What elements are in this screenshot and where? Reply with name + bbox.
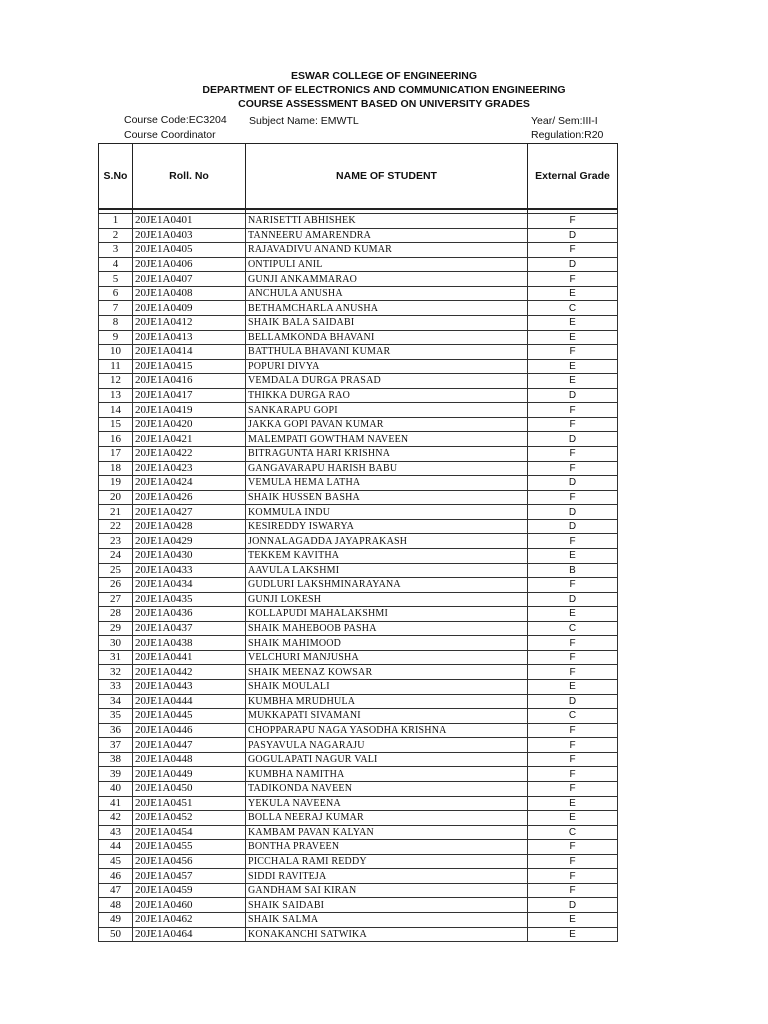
external-grade-cell: F	[528, 883, 618, 898]
student-name-cell: MALEMPATI GOWTHAM NAVEEN	[246, 432, 528, 447]
external-grade-cell: F	[528, 723, 618, 738]
student-name-cell: JONNALAGADDA JAYAPRAKASH	[246, 534, 528, 549]
serial-number-cell: 34	[99, 694, 133, 709]
table-row	[99, 680, 618, 695]
serial-number-cell: 14	[99, 403, 133, 418]
student-name-cell: VELCHURI MANJUSHA	[246, 650, 528, 665]
subject-name: Subject Name: EMWTL	[249, 115, 359, 127]
external-grade-cell: F	[528, 461, 618, 476]
student-name-cell: SHAIK HUSSEN BASHA	[246, 490, 528, 505]
table-row	[99, 417, 618, 432]
roll-number-cell: 20JE1A0437	[133, 621, 246, 636]
external-grade-cell: F	[528, 665, 618, 680]
external-grade-cell: F	[528, 636, 618, 651]
table-row	[99, 563, 618, 578]
college-name: ESWAR COLLEGE OF ENGINEERING	[290, 70, 478, 82]
serial-number-cell: 41	[99, 796, 133, 811]
serial-number-cell: 27	[99, 592, 133, 607]
roll-number-cell: 20JE1A0433	[133, 563, 246, 578]
external-grade-cell: F	[528, 578, 618, 593]
student-name-cell: TEKKEM KAVITHA	[246, 548, 528, 563]
external-grade-cell: C	[528, 621, 618, 636]
student-name-cell: GUNJI LOKESH	[246, 592, 528, 607]
column-header-sno: S.No	[99, 144, 133, 210]
grades-table	[98, 143, 618, 942]
serial-number-cell: 23	[99, 534, 133, 549]
serial-number-cell: 1	[99, 214, 133, 229]
roll-number-cell: 20JE1A0445	[133, 709, 246, 724]
student-name-cell: NARISETTI ABHISHEK	[246, 214, 528, 229]
external-grade-cell: C	[528, 301, 618, 316]
serial-number-cell: 26	[99, 578, 133, 593]
column-header-external-grade: External Grade	[528, 144, 618, 210]
roll-number-cell: 20JE1A0443	[133, 680, 246, 695]
roll-number-cell: 20JE1A0403	[133, 228, 246, 243]
serial-number-cell: 50	[99, 927, 133, 942]
roll-number-cell: 20JE1A0460	[133, 898, 246, 913]
external-grade-cell: D	[528, 519, 618, 534]
student-name-cell: BATTHULA BHAVANI KUMAR	[246, 345, 528, 360]
roll-number-cell: 20JE1A0420	[133, 417, 246, 432]
serial-number-cell: 19	[99, 476, 133, 491]
serial-number-cell: 17	[99, 447, 133, 462]
table-row	[99, 578, 618, 593]
table-row	[99, 913, 618, 928]
serial-number-cell: 29	[99, 621, 133, 636]
external-grade-cell: F	[528, 490, 618, 505]
roll-number-cell: 20JE1A0438	[133, 636, 246, 651]
student-name-cell: KOLLAPUDI MAHALAKSHMI	[246, 607, 528, 622]
serial-number-cell: 44	[99, 840, 133, 855]
roll-number-cell: 20JE1A0414	[133, 345, 246, 360]
serial-number-cell: 35	[99, 709, 133, 724]
external-grade-cell: F	[528, 214, 618, 229]
external-grade-cell: E	[528, 374, 618, 389]
student-name-cell: VEMDALA DURGA PRASAD	[246, 374, 528, 389]
roll-number-cell: 20JE1A0451	[133, 796, 246, 811]
roll-number-cell: 20JE1A0456	[133, 854, 246, 869]
table-row	[99, 315, 618, 330]
roll-number-cell: 20JE1A0455	[133, 840, 246, 855]
student-name-cell: GANGAVARAPU HARISH BABU	[246, 461, 528, 476]
serial-number-cell: 4	[99, 257, 133, 272]
external-grade-cell: B	[528, 563, 618, 578]
student-name-cell: SANKARAPU GOPI	[246, 403, 528, 418]
serial-number-cell: 31	[99, 650, 133, 665]
table-row	[99, 825, 618, 840]
serial-number-cell: 46	[99, 869, 133, 884]
external-grade-cell: F	[528, 854, 618, 869]
course-code: Course Code:EC3204	[124, 114, 227, 126]
table-row	[99, 272, 618, 287]
roll-number-cell: 20JE1A0448	[133, 752, 246, 767]
roll-number-cell: 20JE1A0454	[133, 825, 246, 840]
student-name-cell: JAKKA GOPI PAVAN KUMAR	[246, 417, 528, 432]
external-grade-cell: F	[528, 767, 618, 782]
external-grade-cell: D	[528, 257, 618, 272]
table-row	[99, 636, 618, 651]
serial-number-cell: 5	[99, 272, 133, 287]
table-row	[99, 301, 618, 316]
roll-number-cell: 20JE1A0429	[133, 534, 246, 549]
serial-number-cell: 28	[99, 607, 133, 622]
external-grade-cell: F	[528, 345, 618, 360]
external-grade-cell: C	[528, 709, 618, 724]
serial-number-cell: 11	[99, 359, 133, 374]
external-grade-cell: D	[528, 476, 618, 491]
external-grade-cell: E	[528, 607, 618, 622]
external-grade-cell: E	[528, 359, 618, 374]
student-name-cell: PASYAVULA NAGARAJU	[246, 738, 528, 753]
roll-number-cell: 20JE1A0406	[133, 257, 246, 272]
table-row	[99, 476, 618, 491]
student-name-cell: SHAIK SAIDABI	[246, 898, 528, 913]
table-row	[99, 214, 618, 229]
serial-number-cell: 48	[99, 898, 133, 913]
table-row	[99, 854, 618, 869]
external-grade-cell: E	[528, 680, 618, 695]
roll-number-cell: 20JE1A0405	[133, 243, 246, 258]
roll-number-cell: 20JE1A0419	[133, 403, 246, 418]
external-grade-cell: C	[528, 825, 618, 840]
course-coordinator: Course Coordinator	[124, 129, 216, 141]
roll-number-cell: 20JE1A0447	[133, 738, 246, 753]
external-grade-cell: F	[528, 447, 618, 462]
roll-number-cell: 20JE1A0422	[133, 447, 246, 462]
serial-number-cell: 40	[99, 781, 133, 796]
serial-number-cell: 10	[99, 345, 133, 360]
external-grade-cell: D	[528, 228, 618, 243]
serial-number-cell: 32	[99, 665, 133, 680]
external-grade-cell: F	[528, 243, 618, 258]
external-grade-cell: D	[528, 388, 618, 403]
regulation: Regulation:R20	[531, 129, 604, 141]
roll-number-cell: 20JE1A0416	[133, 374, 246, 389]
column-header-roll-no: Roll. No	[133, 144, 246, 210]
roll-number-cell: 20JE1A0442	[133, 665, 246, 680]
table-row	[99, 898, 618, 913]
roll-number-cell: 20JE1A0450	[133, 781, 246, 796]
student-name-cell: SHAIK BALA SAIDABI	[246, 315, 528, 330]
serial-number-cell: 3	[99, 243, 133, 258]
serial-number-cell: 36	[99, 723, 133, 738]
external-grade-cell: F	[528, 752, 618, 767]
serial-number-cell: 13	[99, 388, 133, 403]
external-grade-cell: F	[528, 650, 618, 665]
student-name-cell: ONTIPULI ANIL	[246, 257, 528, 272]
student-name-cell: VEMULA HEMA LATHA	[246, 476, 528, 491]
roll-number-cell: 20JE1A0424	[133, 476, 246, 491]
student-name-cell: GOGULAPATI NAGUR VALI	[246, 752, 528, 767]
roll-number-cell: 20JE1A0459	[133, 883, 246, 898]
table-row	[99, 243, 618, 258]
serial-number-cell: 6	[99, 286, 133, 301]
table-row	[99, 767, 618, 782]
serial-number-cell: 8	[99, 315, 133, 330]
document-title: COURSE ASSESSMENT BASED ON UNIVERSITY GRADES	[238, 98, 530, 110]
serial-number-cell: 21	[99, 505, 133, 520]
roll-number-cell: 20JE1A0430	[133, 548, 246, 563]
external-grade-cell: E	[528, 811, 618, 826]
student-name-cell: TANNEERU AMARENDRA	[246, 228, 528, 243]
serial-number-cell: 16	[99, 432, 133, 447]
roll-number-cell: 20JE1A0428	[133, 519, 246, 534]
table-row	[99, 781, 618, 796]
roll-number-cell: 20JE1A0462	[133, 913, 246, 928]
external-grade-cell: E	[528, 330, 618, 345]
external-grade-cell: E	[528, 315, 618, 330]
roll-number-cell: 20JE1A0423	[133, 461, 246, 476]
header-row	[99, 144, 618, 210]
table-row	[99, 447, 618, 462]
roll-number-cell: 20JE1A0434	[133, 578, 246, 593]
student-name-cell: KUMBHA NAMITHA	[246, 767, 528, 782]
student-name-cell: SHAIK MEENAZ KOWSAR	[246, 665, 528, 680]
grades-body	[99, 214, 618, 942]
table-row	[99, 927, 618, 942]
student-name-cell: SHAIK MAHIMOOD	[246, 636, 528, 651]
table-row	[99, 345, 618, 360]
external-grade-cell: D	[528, 505, 618, 520]
serial-number-cell: 42	[99, 811, 133, 826]
external-grade-cell: E	[528, 548, 618, 563]
table-row	[99, 621, 618, 636]
serial-number-cell: 33	[99, 680, 133, 695]
external-grade-cell: F	[528, 272, 618, 287]
serial-number-cell: 49	[99, 913, 133, 928]
table-row	[99, 796, 618, 811]
student-name-cell: SIDDI RAVITEJA	[246, 869, 528, 884]
table-row	[99, 359, 618, 374]
serial-number-cell: 20	[99, 490, 133, 505]
student-name-cell: YEKULA NAVEENA	[246, 796, 528, 811]
external-grade-cell: E	[528, 927, 618, 942]
roll-number-cell: 20JE1A0441	[133, 650, 246, 665]
student-name-cell: BITRAGUNTA HARI KRISHNA	[246, 447, 528, 462]
student-name-cell: KUMBHA MRUDHULA	[246, 694, 528, 709]
table-row	[99, 548, 618, 563]
roll-number-cell: 20JE1A0409	[133, 301, 246, 316]
serial-number-cell: 30	[99, 636, 133, 651]
roll-number-cell: 20JE1A0427	[133, 505, 246, 520]
serial-number-cell: 9	[99, 330, 133, 345]
external-grade-cell: F	[528, 534, 618, 549]
table-row	[99, 883, 618, 898]
student-name-cell: RAJAVADIVU ANAND KUMAR	[246, 243, 528, 258]
external-grade-cell: F	[528, 840, 618, 855]
student-name-cell: SHAIK SALMA	[246, 913, 528, 928]
table-row	[99, 752, 618, 767]
table-row	[99, 723, 618, 738]
table-row	[99, 592, 618, 607]
student-name-cell: ANCHULA ANUSHA	[246, 286, 528, 301]
table-row	[99, 388, 618, 403]
roll-number-cell: 20JE1A0444	[133, 694, 246, 709]
student-name-cell: BELLAMKONDA BHAVANI	[246, 330, 528, 345]
serial-number-cell: 22	[99, 519, 133, 534]
serial-number-cell: 43	[99, 825, 133, 840]
table-row	[99, 650, 618, 665]
student-name-cell: AAVULA LAKSHMI	[246, 563, 528, 578]
roll-number-cell: 20JE1A0417	[133, 388, 246, 403]
serial-number-cell: 24	[99, 548, 133, 563]
external-grade-cell: D	[528, 898, 618, 913]
external-grade-cell: F	[528, 869, 618, 884]
student-name-cell: POPURI DIVYA	[246, 359, 528, 374]
table-row	[99, 461, 618, 476]
table-row	[99, 330, 618, 345]
roll-number-cell: 20JE1A0446	[133, 723, 246, 738]
external-grade-cell: D	[528, 694, 618, 709]
student-name-cell: GUDLURI LAKSHMINARAYANA	[246, 578, 528, 593]
table-row	[99, 490, 618, 505]
serial-number-cell: 37	[99, 738, 133, 753]
student-name-cell: GANDHAM SAI KIRAN	[246, 883, 528, 898]
external-grade-cell: E	[528, 913, 618, 928]
table-row	[99, 607, 618, 622]
external-grade-cell: F	[528, 417, 618, 432]
table-row	[99, 811, 618, 826]
serial-number-cell: 47	[99, 883, 133, 898]
serial-number-cell: 39	[99, 767, 133, 782]
serial-number-cell: 7	[99, 301, 133, 316]
serial-number-cell: 38	[99, 752, 133, 767]
roll-number-cell: 20JE1A0421	[133, 432, 246, 447]
roll-number-cell: 20JE1A0449	[133, 767, 246, 782]
external-grade-cell: D	[528, 592, 618, 607]
table-row	[99, 709, 618, 724]
roll-number-cell: 20JE1A0464	[133, 927, 246, 942]
serial-number-cell: 15	[99, 417, 133, 432]
table-row	[99, 228, 618, 243]
student-name-cell: SHAIK MOULALI	[246, 680, 528, 695]
student-name-cell: BETHAMCHARLA ANUSHA	[246, 301, 528, 316]
student-name-cell: KONAKANCHI SATWIKA	[246, 927, 528, 942]
table-row	[99, 519, 618, 534]
roll-number-cell: 20JE1A0435	[133, 592, 246, 607]
student-name-cell: KOMMULA INDU	[246, 505, 528, 520]
roll-number-cell: 20JE1A0436	[133, 607, 246, 622]
table-row	[99, 505, 618, 520]
table-row	[99, 869, 618, 884]
student-name-cell: BONTHA PRAVEEN	[246, 840, 528, 855]
table-row	[99, 257, 618, 272]
roll-number-cell: 20JE1A0413	[133, 330, 246, 345]
roll-number-cell: 20JE1A0426	[133, 490, 246, 505]
table-row	[99, 403, 618, 418]
student-name-cell: CHOPPARAPU NAGA YASODHA KRISHNA	[246, 723, 528, 738]
student-name-cell: PICCHALA RAMI REDDY	[246, 854, 528, 869]
table-row	[99, 840, 618, 855]
serial-number-cell: 12	[99, 374, 133, 389]
year-semester: Year/ Sem:III-I	[531, 115, 598, 127]
external-grade-cell: E	[528, 796, 618, 811]
serial-number-cell: 18	[99, 461, 133, 476]
table-row	[99, 374, 618, 389]
student-name-cell: BOLLA NEERAJ KUMAR	[246, 811, 528, 826]
table-row	[99, 286, 618, 301]
roll-number-cell: 20JE1A0412	[133, 315, 246, 330]
serial-number-cell: 25	[99, 563, 133, 578]
column-header-name: NAME OF STUDENT	[246, 144, 528, 210]
table-row	[99, 694, 618, 709]
external-grade-cell: D	[528, 432, 618, 447]
roll-number-cell: 20JE1A0401	[133, 214, 246, 229]
student-name-cell: SHAIK MAHEBOOB PASHA	[246, 621, 528, 636]
student-name-cell: THIKKA DURGA RAO	[246, 388, 528, 403]
table-row	[99, 665, 618, 680]
external-grade-cell: F	[528, 403, 618, 418]
student-name-cell: TADIKONDA NAVEEN	[246, 781, 528, 796]
external-grade-cell: E	[528, 286, 618, 301]
roll-number-cell: 20JE1A0457	[133, 869, 246, 884]
roll-number-cell: 20JE1A0452	[133, 811, 246, 826]
roll-number-cell: 20JE1A0415	[133, 359, 246, 374]
table-row	[99, 432, 618, 447]
serial-number-cell: 2	[99, 228, 133, 243]
serial-number-cell: 45	[99, 854, 133, 869]
student-name-cell: GUNJI ANKAMMARAO	[246, 272, 528, 287]
external-grade-cell: F	[528, 781, 618, 796]
table-row	[99, 534, 618, 549]
external-grade-cell: F	[528, 738, 618, 753]
roll-number-cell: 20JE1A0408	[133, 286, 246, 301]
department-name: DEPARTMENT OF ELECTRONICS AND COMMUNICATION ENGINEERING	[202, 84, 566, 96]
table-row	[99, 738, 618, 753]
student-name-cell: MUKKAPATI SIVAMANI	[246, 709, 528, 724]
roll-number-cell: 20JE1A0407	[133, 272, 246, 287]
student-name-cell: KESIREDDY ISWARYA	[246, 519, 528, 534]
student-name-cell: KAMBAM PAVAN KALYAN	[246, 825, 528, 840]
